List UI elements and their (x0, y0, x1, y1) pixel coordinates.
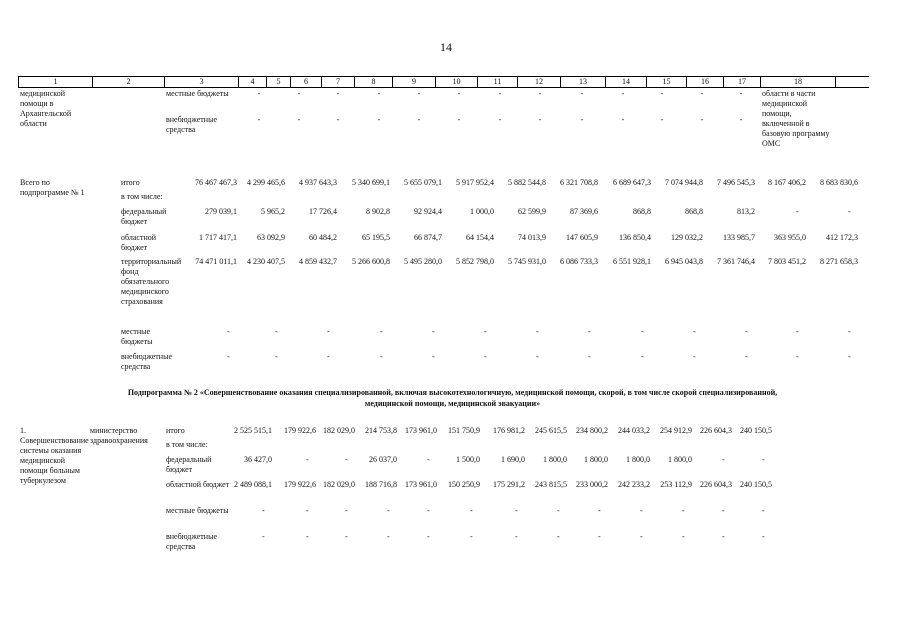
value-cell: - (848, 352, 851, 361)
value-cell: 5 882 544,8 (508, 178, 546, 187)
header-col-5: 5 (267, 77, 291, 87)
value-cell: - (297, 89, 301, 98)
value-cell: 245 615,5 (535, 426, 567, 435)
value-cell: - (327, 327, 330, 336)
value-cell: 214 753,8 (365, 426, 397, 435)
row-label: федеральный бюджет (121, 207, 167, 226)
header-col-7: 7 (322, 77, 355, 87)
value-cell: - (745, 327, 748, 336)
value-cell: - (538, 89, 542, 98)
value-cell: - (580, 115, 584, 124)
value-cell: 5 340 699,1 (352, 178, 390, 187)
value-cell: - (417, 89, 421, 98)
value-cell: 7 496 545,3 (717, 178, 755, 187)
value-cell: - (515, 506, 518, 515)
value-cell: - (580, 89, 584, 98)
value-cell: - (257, 89, 261, 98)
value-cell: 182 029,0 (323, 480, 355, 489)
value-cell: - (306, 506, 309, 515)
value-cell: 8 902,8 (366, 207, 390, 216)
row-group-label: Всего по подпрограмме № 1 (20, 178, 85, 197)
value-cell: - (387, 532, 390, 541)
value-cell: - (457, 89, 461, 98)
responsible-label: министерство здравоохранения (90, 426, 148, 445)
value-cell: 253 112,9 (660, 480, 692, 489)
row-group-label: медицинской помощи в Архангельской области (20, 89, 72, 128)
value-cell: - (306, 532, 309, 541)
value-cell: 868,8 (633, 207, 651, 216)
value-cell: 66 874,7 (414, 233, 442, 242)
value-cell: 1 000,0 (470, 207, 494, 216)
row-label: итого (121, 178, 140, 187)
value-cell: 60 484,2 (309, 233, 337, 242)
value-cell: 62 599,9 (518, 207, 546, 216)
value-cell: 147 605,9 (566, 233, 598, 242)
row-note: области в части медицинской помощи, включенной в базовую программу ОМС (762, 89, 830, 148)
value-cell: 4 937 643,3 (299, 178, 337, 187)
value-cell: 254 912,9 (660, 426, 692, 435)
value-cell: - (336, 115, 340, 124)
value-cell: 179 922,6 (284, 480, 316, 489)
value-cell: - (327, 352, 330, 361)
header-col-8: 8 (355, 77, 393, 87)
header-col-16: 16 (687, 77, 724, 87)
value-cell: 4 230 407,5 (247, 257, 285, 266)
row-label: итого (166, 426, 185, 435)
value-cell: 242 233,2 (618, 480, 650, 489)
value-cell: - (557, 506, 560, 515)
value-cell: - (848, 327, 851, 336)
value-cell: 1 690,0 (501, 455, 525, 464)
value-cell: - (427, 506, 430, 515)
value-cell: - (345, 455, 348, 464)
value-cell: - (682, 532, 685, 541)
value-cell: 5 655 079,1 (404, 178, 442, 187)
header-col-11: 11 (478, 77, 518, 87)
value-cell: 8 271 658,3 (820, 257, 858, 266)
value-cell: - (693, 327, 696, 336)
row-label: местные бюджеты (166, 89, 229, 98)
value-cell: 8 167 406,2 (768, 178, 806, 187)
header-col-17: 17 (724, 77, 761, 87)
value-cell: - (427, 532, 430, 541)
value-cell: - (660, 89, 664, 98)
value-cell: - (796, 352, 799, 361)
value-cell: 76 467 467,3 (195, 178, 237, 187)
value-cell: - (641, 352, 644, 361)
value-cell: 244 033,2 (618, 426, 650, 435)
value-cell: - (598, 532, 601, 541)
value-cell: 150 250,9 (448, 480, 480, 489)
value-cell: - (700, 115, 704, 124)
row-label: внебюджетные средства (166, 115, 217, 134)
value-cell: 240 150,5 (740, 480, 772, 489)
value-cell: - (498, 89, 502, 98)
value-cell: - (598, 506, 601, 515)
row-label: территориальный фонд обязательного медицинского страхования (121, 257, 182, 306)
value-cell: - (796, 327, 799, 336)
value-cell: 7 361 746,4 (717, 257, 755, 266)
value-cell: 65 195,5 (362, 233, 390, 242)
row-group-label: 1. Совершенствование системы оказания медицинской помощи больным туберкулезом (20, 426, 89, 485)
value-cell: - (345, 506, 348, 515)
value-cell: 243 815,5 (535, 480, 567, 489)
value-cell: - (380, 327, 383, 336)
value-cell: - (640, 506, 643, 515)
row-label: в том числе: (166, 440, 208, 449)
value-cell: 5 745 931,0 (508, 257, 546, 266)
value-cell: - (457, 115, 461, 124)
value-cell: 233 000,2 (576, 480, 608, 489)
value-cell: - (641, 327, 644, 336)
value-cell: - (621, 115, 625, 124)
value-cell: 6 945 043,8 (665, 257, 703, 266)
header-col-9: 9 (393, 77, 436, 87)
value-cell: 133 985,7 (723, 233, 755, 242)
value-cell: - (682, 506, 685, 515)
value-cell: - (621, 89, 625, 98)
row-label: федеральный бюджет (166, 455, 212, 474)
row-label: внебюджетные средства (166, 532, 217, 551)
value-cell: 226 604,3 (700, 480, 732, 489)
value-cell: - (417, 115, 421, 124)
value-cell: - (377, 115, 381, 124)
value-cell: 63 092,9 (257, 233, 285, 242)
value-cell: - (557, 532, 560, 541)
value-cell: 2 489 088,1 (234, 480, 272, 489)
value-cell: - (762, 506, 765, 515)
value-cell: - (722, 506, 725, 515)
value-cell: 226 604,3 (700, 426, 732, 435)
value-cell: - (262, 506, 265, 515)
value-cell: - (700, 89, 704, 98)
header-col-2: 2 (93, 77, 165, 87)
value-cell: - (796, 207, 799, 216)
value-cell: 279 039,1 (205, 207, 237, 216)
value-cell: 1 800,0 (584, 455, 608, 464)
value-cell: 6 321 708,8 (560, 178, 598, 187)
value-cell: 412 172,3 (826, 233, 858, 242)
value-cell: - (432, 327, 435, 336)
value-cell: 5 852 798,0 (456, 257, 494, 266)
value-cell: 363 955,0 (774, 233, 806, 242)
value-cell: 8 683 830,6 (820, 178, 858, 187)
value-cell: 175 291,2 (493, 480, 525, 489)
value-cell: - (484, 352, 487, 361)
value-cell: 4 299 465,6 (247, 178, 285, 187)
row-label: областной бюджет (166, 480, 230, 489)
value-cell: - (739, 115, 743, 124)
value-cell: - (536, 327, 539, 336)
value-cell: - (848, 207, 851, 216)
value-cell: - (722, 455, 725, 464)
value-cell: - (536, 352, 539, 361)
value-cell: 1 500,0 (456, 455, 480, 464)
row-label: областной бюджет (121, 233, 157, 252)
value-cell: 868,8 (685, 207, 703, 216)
header-col-14: 14 (606, 77, 647, 87)
page-number: 14 (440, 40, 452, 54)
value-cell: - (745, 352, 748, 361)
value-cell: 129 032,2 (671, 233, 703, 242)
value-cell: - (515, 532, 518, 541)
value-cell: 36 427,0 (244, 455, 272, 464)
value-cell: 182 029,0 (323, 426, 355, 435)
value-cell: 176 981,2 (493, 426, 525, 435)
value-cell: 74 013,9 (518, 233, 546, 242)
value-cell: 87 369,6 (570, 207, 598, 216)
header-col-6: 6 (291, 77, 322, 87)
header-col-12: 12 (518, 77, 561, 87)
value-cell: - (387, 506, 390, 515)
value-cell: 5 917 952,4 (456, 178, 494, 187)
value-cell: 240 150,5 (740, 426, 772, 435)
value-cell: 7 074 944,8 (665, 178, 703, 187)
value-cell: - (227, 327, 230, 336)
value-cell: 5 495 280,0 (404, 257, 442, 266)
value-cell: - (297, 115, 301, 124)
value-cell: 64 154,4 (466, 233, 494, 242)
value-cell: 1 800,0 (543, 455, 567, 464)
value-cell: 1 800,0 (668, 455, 692, 464)
row-label: местные бюджеты (166, 506, 229, 515)
value-cell: 6 086 733,3 (560, 257, 598, 266)
header-col-1: 1 (19, 77, 93, 87)
value-cell: - (227, 352, 230, 361)
header-col-18: 18 (761, 77, 836, 87)
value-cell: - (432, 352, 435, 361)
value-cell: - (588, 327, 591, 336)
header-col-4: 4 (239, 77, 267, 87)
value-cell: 151 750,9 (448, 426, 480, 435)
value-cell: - (380, 352, 383, 361)
value-cell: - (538, 115, 542, 124)
header-col-10: 10 (436, 77, 478, 87)
value-cell: - (762, 455, 765, 464)
value-cell: 74 471 011,1 (195, 257, 237, 266)
header-col-13: 13 (561, 77, 606, 87)
value-cell: 1 717 417,1 (199, 233, 237, 242)
value-cell: - (257, 115, 261, 124)
value-cell: 5 266 600,8 (352, 257, 390, 266)
value-cell: - (275, 327, 278, 336)
header-col-15: 15 (647, 77, 687, 87)
value-cell: - (262, 532, 265, 541)
value-cell: 6 689 647,3 (613, 178, 651, 187)
value-cell: 7 803 451,2 (768, 257, 806, 266)
value-cell: - (470, 532, 473, 541)
value-cell: - (470, 506, 473, 515)
value-cell: 5 965,2 (261, 207, 285, 216)
row-label: в том числе: (121, 192, 163, 201)
value-cell: - (660, 115, 664, 124)
value-cell: - (498, 115, 502, 124)
value-cell: - (345, 532, 348, 541)
value-cell: 813,2 (737, 207, 755, 216)
value-cell: - (762, 532, 765, 541)
row-label: местные бюджеты (121, 327, 153, 346)
value-cell: 179 922,6 (284, 426, 316, 435)
value-cell: 234 800,2 (576, 426, 608, 435)
value-cell: - (377, 89, 381, 98)
value-cell: 173 961,0 (405, 480, 437, 489)
subprogram-title: Подпрограмма № 2 «Совершенствование оказания специализированной, включая высокотехнологичную, медицинской помощи, скорой, в том числе скорой специализированной, медицинской помощи, медицинской эвакуации» (127, 388, 778, 408)
value-cell: - (427, 455, 430, 464)
value-cell: - (484, 327, 487, 336)
value-cell: - (640, 532, 643, 541)
value-cell: 2 525 515,1 (234, 426, 272, 435)
row-label: внебюджетные средства (121, 352, 172, 371)
table-header-row (18, 76, 869, 88)
value-cell: 4 859 432,7 (299, 257, 337, 266)
header-col-3: 3 (165, 77, 239, 87)
value-cell: - (275, 352, 278, 361)
value-cell: 26 037,0 (369, 455, 397, 464)
value-cell: 173 961,0 (405, 426, 437, 435)
value-cell: 1 800,0 (626, 455, 650, 464)
value-cell: 136 850,4 (619, 233, 651, 242)
value-cell: 6 551 928,1 (613, 257, 651, 266)
value-cell: - (306, 455, 309, 464)
value-cell: - (693, 352, 696, 361)
value-cell: 188 716,8 (365, 480, 397, 489)
value-cell: - (588, 352, 591, 361)
value-cell: - (739, 89, 743, 98)
value-cell: 17 726,4 (309, 207, 337, 216)
value-cell: - (336, 89, 340, 98)
value-cell: - (722, 532, 725, 541)
value-cell: 92 924,4 (414, 207, 442, 216)
